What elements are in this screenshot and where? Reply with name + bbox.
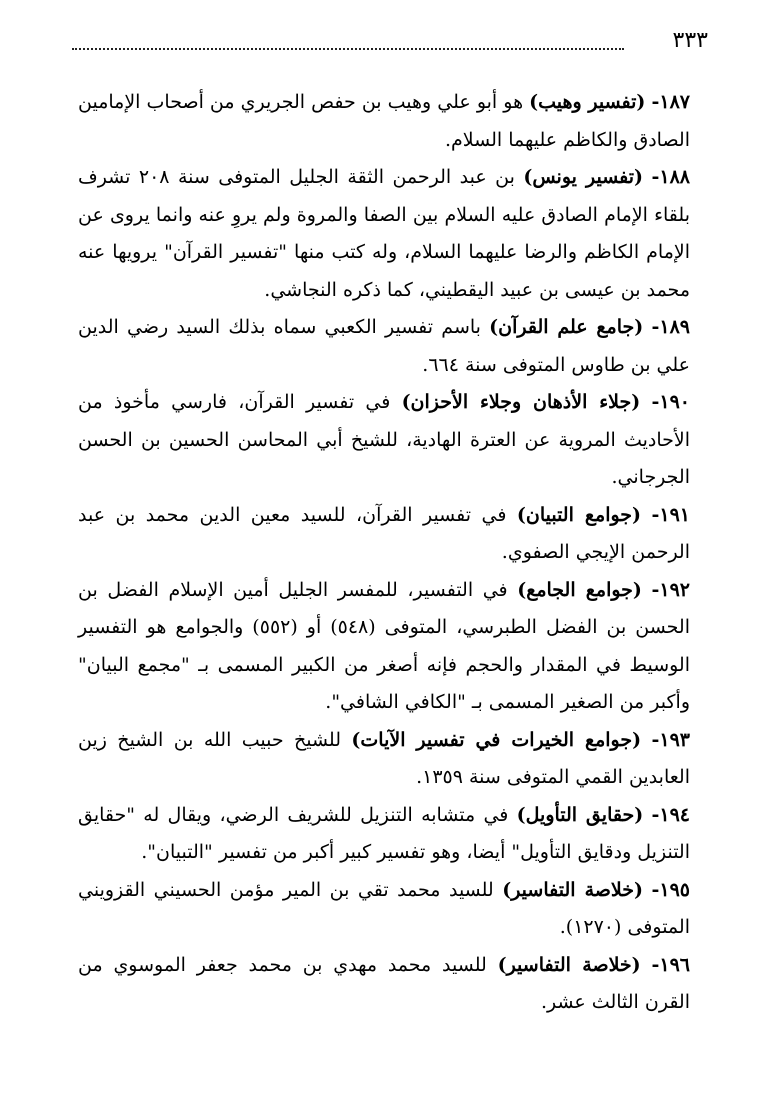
entry-194 — [78, 797, 690, 872]
entry-title: (خلاصة التفاسير) — [502, 878, 643, 901]
entry-title: (حقايق التأويل) — [516, 803, 644, 826]
entry-192 — [78, 572, 690, 722]
entry-title: (تفسير وهيب) — [529, 91, 646, 113]
page-number: ٣٣٣ — [672, 28, 708, 53]
entry-title: (جلاء الأذهان وجلاء الأحزان) — [401, 391, 641, 413]
entry-title: (تفسير يونس) — [523, 166, 644, 188]
entry-text: في متشابه التنزيل للشريف الرضي، ويقال له "حقايق التنزيل ودقايق التأويل" أيضا، وهو تفسير كبير أكبر من تفسير "التبيان". — [78, 803, 690, 863]
entry-188 — [78, 159, 690, 309]
entry-text: في التفسير، للمفسر الجليل أمين الإسلام الفضل بن الحسن بن الفضل الطبرسي، المتوفى (٥٤٨) أو (٥٥٢) والجوامع هو التفسير الوسيط في المقدار والحجم فإنه أصغر من الكبير المسمى بـ "مجمع البيان" وأكبر من الصغير المسمى بـ "الكافي الشافي". — [78, 578, 691, 713]
entry-number: ١٩٦- — [651, 953, 690, 976]
entry-193 — [78, 722, 690, 797]
entry-number: ١٩٣- — [651, 728, 691, 751]
entry-text: في تفسير القرآن، فارسي مأخوذ من الأحاديث المروية عن العترة الهادية، للشيخ أبي المحاسن الحسين بن الحسن الجرجاني. — [78, 391, 690, 488]
entry-title: (جوامع الجامع) — [517, 578, 642, 601]
entry-number: ١٩٤- — [651, 803, 690, 826]
entry-195 — [78, 872, 690, 947]
entry-number: ١٩٢- — [651, 578, 691, 601]
entry-list — [78, 84, 690, 1022]
entry-text: بن عبد الرحمن الثقة الجليل المتوفى سنة ٢٠٨ تشرف بلقاء الإمام الصادق عليه السلام بين الصفا والمروة ولم يروِ عنه وانما يروى عن الإمام الكاظم والرضا عليهما السلام، وله كتب منها "تفسير القرآن" يرويها عنه محمد بن عيسى بن عبيد اليقطيني، كما ذكره النجاشي. — [78, 166, 690, 301]
entry-191 — [78, 497, 690, 572]
entry-text: في تفسير القرآن، للسيد معين الدين محمد بن عبد الرحمن الإيجي الصفوي. — [78, 503, 690, 563]
entry-number: ١٨٧- — [651, 91, 690, 113]
entry-text: هو أبو علي وهيب بن حفص الجريري من أصحاب الإمامين الصادق والكاظم عليهما السلام. — [78, 91, 690, 151]
page-header — [72, 26, 708, 56]
dotted-rule — [72, 48, 624, 50]
entry-number: ١٩١- — [651, 503, 691, 526]
entry-187 — [78, 84, 690, 159]
entry-text: للشيخ حبيب الله بن الشيخ زين العابدين القمي المتوفى سنة ١٣٥٩. — [78, 728, 690, 788]
entry-title: (خلاصة التفاسير) — [497, 953, 641, 976]
entry-title: (جوامع الخيرات في تفسير الآيات) — [351, 728, 642, 751]
entry-189 — [78, 309, 690, 384]
entry-number: ١٨٩- — [651, 316, 690, 338]
entry-text: باسم تفسير الكعبي سماه بذلك السيد رضي الدين علي بن طاوس المتوفى سنة ٦٦٤. — [78, 316, 690, 376]
entry-title: (جامع علم القرآن) — [489, 316, 644, 338]
entry-190 — [78, 384, 690, 497]
entry-number: ١٨٨- — [651, 166, 690, 188]
entry-text: للسيد محمد تقي بن المير مؤمن الحسيني القزويني المتوفى (١٢٧٠). — [78, 878, 690, 938]
entry-number: ١٩٥- — [651, 878, 691, 901]
entry-title: (جوامع التبيان) — [516, 503, 642, 526]
entry-196 — [78, 947, 690, 1022]
entry-text: للسيد محمد مهدي بن محمد جعفر الموسوي من القرن الثالث عشر. — [78, 953, 690, 1013]
entry-number: ١٩٠- — [651, 391, 690, 413]
